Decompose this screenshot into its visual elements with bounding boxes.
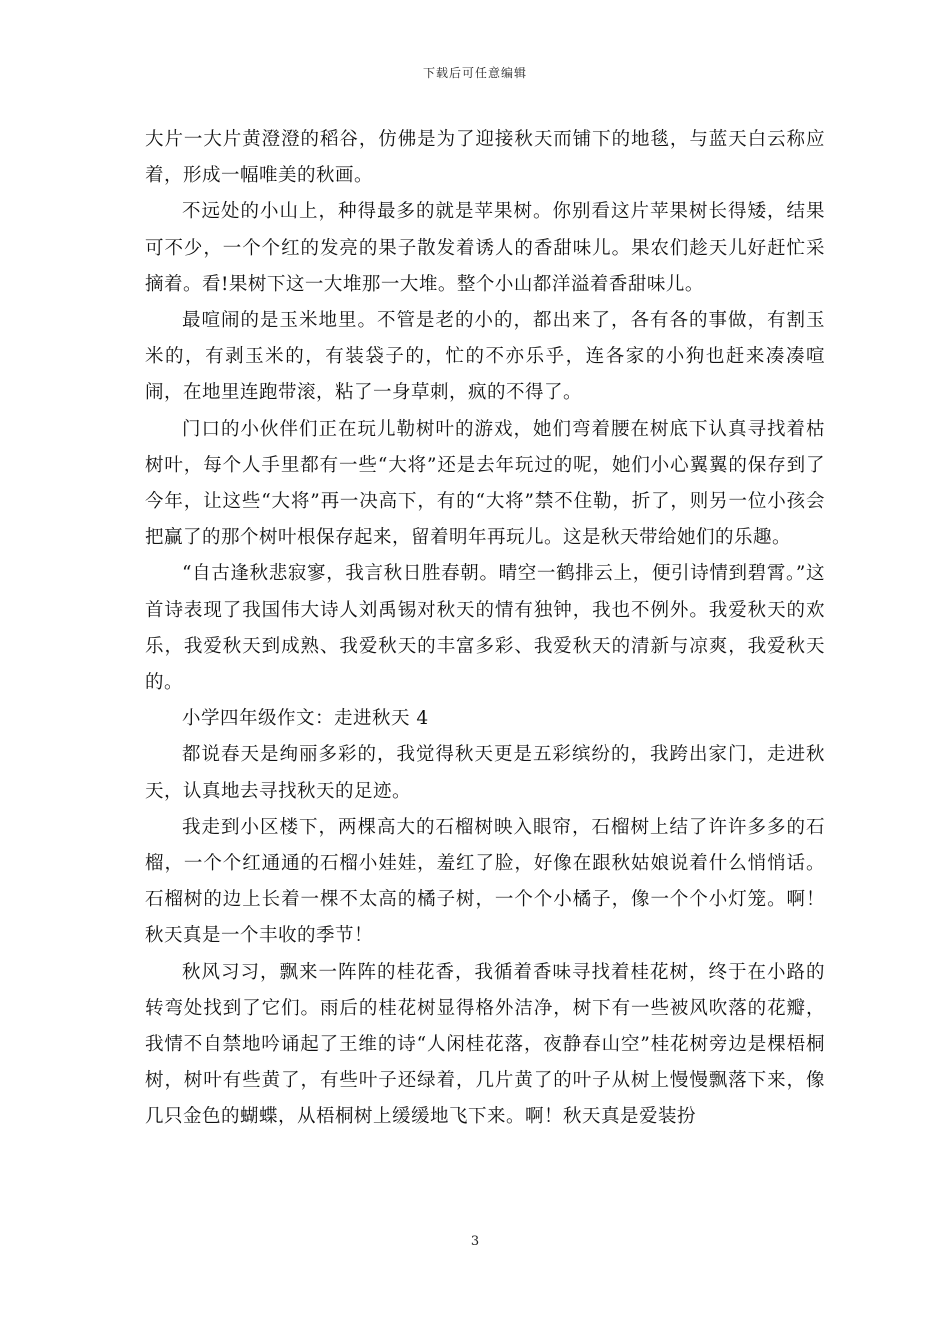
paragraph-poem: “自古逢秋悲寂寥，我言秋日胜春朝。晴空一鹤排云上，便引诗情到碧霄。”这首诗表现了我国伟大诗人刘禹锡对秋天的情有独钟，我也不例外。我爱秋天的欢乐，我爱秋天到成熟、我爱秋天的丰富多彩、我爱秋天的清新与凉爽，我爱秋天的。 (145, 563, 825, 694)
paragraph-corn-field: 最喧闹的是玉米地里。不管是老的小的，都出来了，各有各的事做，有割玉米的，有剥玉米的，有装袋子的，忙的不亦乐乎，连各家的小狗也赶来凑凑喧闹，在地里连跑带滚，粘了一身草刺，疯的不得了。 (145, 310, 825, 404)
essay-title: 小学四年级作文：走进秋天 4 (182, 708, 429, 730)
paragraph-intro: 都说春天是绚丽多彩的，我觉得秋天更是五彩缤纷的，我跨出家门，走进秋天，认真地去寻找秋天的足迹。 (145, 744, 825, 802)
paragraph-rice-fields: 大片一大片黄澄澄的稻谷，仿佛是为了迎接秋天而铺下的地毯，与蓝天白云称应着，形成一幅唯美的秋画。 (145, 129, 825, 187)
paragraph-apple-trees: 不远处的小山上，种得最多的就是苹果树。你别看这片苹果树长得矮，结果可不少，一个个红的发亮的果子散发着诱人的香甜味儿。果农们趁天儿好赶忙采摘着。看!果树下这一大堆那一大堆。整个小山都洋溢着香甜味儿。 (145, 201, 825, 295)
paragraph-pomegranate: 我走到小区楼下，两棵高大的石榴树映入眼帘，石榴树上结了许许多多的石榴，一个个红通通的石榴小娃娃，羞红了脸，好像在跟秋姑娘说着什么悄悄话。石榴树的边上长着一棵不太高的橘子树，一个个小橘子，像一个个小灯笼。啊！秋天真是一个丰收的季节！ (145, 816, 825, 947)
page-header: 下载后可任意编辑 (422, 66, 527, 80)
document-body (145, 122, 825, 1136)
paragraph-osmanthus: 秋风习习，飘来一阵阵的桂花香，我循着香味寻找着桂花树，终于在小路的转弯处找到了它们。雨后的桂花树显得格外洁净，树下有一些被风吹落的花瓣，我情不自禁地吟诵起了王维的诗“人闲桂花落，夜静春山空”桂花树旁边是棵梧桐树，树叶有些黄了，有些叶子还绿着，几片黄了的叶子从树上慢慢飘落下来，像几只金色的蝴蝶，从梧桐树上缓缓地飞下来。啊！秋天真是爱装扮 (145, 961, 825, 1128)
page-number: 3 (470, 1234, 480, 1249)
paragraph-leaf-game: 门口的小伙伴们正在玩儿勒树叶的游戏，她们弯着腰在树底下认真寻找着枯树叶，每个人手里都有一些“大将”还是去年玩过的呢，她们小心翼翼的保存到了今年，让这些“大将”再一决高下，有的“大将”禁不住勒，折了，则另一位小孩会把赢了的那个树叶根保存起来，留着明年再玩儿。这是秋天带给她们的乐趣。 (145, 418, 825, 549)
